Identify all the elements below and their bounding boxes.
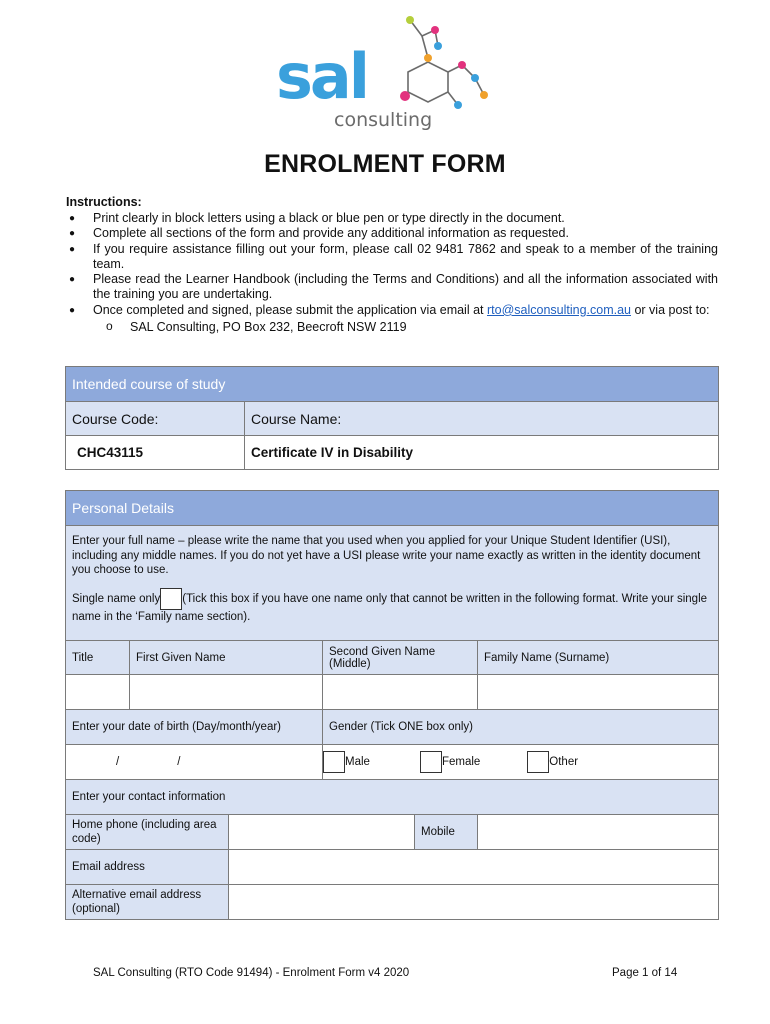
mobile-field[interactable] <box>478 815 719 850</box>
course-section-heading: Intended course of study <box>66 367 719 402</box>
gender-male-label: Male <box>345 756 370 769</box>
single-name-note: (Tick this box if you have one name only that cannot be written in the following format. Write your single name in the ‘Family name section). <box>72 592 708 623</box>
mobile-label: Mobile <box>415 815 478 850</box>
home-phone-field[interactable] <box>229 815 415 850</box>
page-title: ENROLMENT FORM <box>264 150 506 178</box>
email-label: Email address <box>66 850 229 885</box>
dob-label: Enter your date of birth (Day/month/year) <box>66 710 323 745</box>
course-name-label: Course Name: <box>245 402 719 436</box>
email-link[interactable]: rto@salconsulting.com.au <box>486 302 631 317</box>
course-code-label: Course Code: <box>66 402 245 436</box>
instruction-item: ● Complete all sections of the form and provide any additional information as requested. <box>69 226 569 241</box>
gender-label: Gender (Tick ONE box only) <box>323 710 719 745</box>
course-table <box>65 366 719 470</box>
gender-other-checkbox[interactable] <box>527 751 549 773</box>
home-phone-label: Home phone (including area code) <box>66 815 229 850</box>
sal-consulting-logo <box>270 10 500 135</box>
postal-address: o SAL Consulting, PO Box 232, Beecroft NSW 2119 <box>106 319 407 335</box>
logo-tagline-text: consulting <box>334 109 433 131</box>
name-instructions <box>66 526 719 641</box>
gender-male-checkbox[interactable] <box>323 751 345 773</box>
family-name-field[interactable] <box>478 675 719 710</box>
instruction-item: ● Print clearly in block letters using a black or blue pen or type directly in the document. <box>69 211 565 225</box>
personal-details-table <box>65 490 719 920</box>
course-name-field[interactable]: Certificate IV in Disability <box>245 436 719 470</box>
alt-email-label: Alternative email address (optional) <box>66 885 229 920</box>
instruction-item: ● Once completed and signed, please submit the application via email at rto@salconsulting.com.au or via post to: <box>69 302 710 317</box>
footer-page-number: Page 1 of 14 <box>612 967 678 979</box>
gender-female-label: Female <box>441 756 481 769</box>
col-first-name: First Given Name <box>130 641 323 675</box>
email-field[interactable] <box>229 850 719 885</box>
course-code-field[interactable]: CHC43115 <box>66 436 245 470</box>
single-name-checkbox[interactable] <box>160 588 182 610</box>
dob-field[interactable] <box>66 745 323 780</box>
personal-section-heading: Personal Details <box>66 491 719 526</box>
col-family-name: Family Name (Surname) <box>478 641 719 675</box>
second-name-field[interactable] <box>323 675 478 710</box>
gender-other-label: Other <box>549 756 579 769</box>
contact-label: Enter your contact information <box>66 780 719 815</box>
gender-female-checkbox[interactable] <box>420 751 442 773</box>
footer-left: SAL Consulting (RTO Code 91494) - Enrolment Form v4 2020 <box>93 967 410 979</box>
gender-options <box>323 745 719 780</box>
name-instructions-text: Enter your full name – please write the name that you used when you applied for your Unique Student Identifier (USI), including any middle names. If you do not yet have a USI please write your name exactly as written in the identity document you choose to use. <box>72 535 701 576</box>
instruction-item: ● Please read the Learner Handbook (including the Terms and Conditions) and all the information associated with the training you are undertaking. <box>69 272 718 302</box>
col-title: Title <box>66 641 130 675</box>
logo-brand-text: sal <box>276 40 367 113</box>
first-name-field[interactable] <box>130 675 323 710</box>
title-field[interactable] <box>66 675 130 710</box>
single-name-label: Single name only <box>72 592 161 605</box>
alt-email-field[interactable] <box>229 885 719 920</box>
dob-separator: / <box>177 756 181 768</box>
instructions-heading: Instructions: <box>66 195 142 209</box>
col-second-name: Second Given Name (Middle) <box>323 641 478 675</box>
instruction-item: ● If you require assistance filling out your form, please call 02 9481 7862 and speak to a member of the training team. <box>69 241 718 271</box>
instructions-list <box>66 211 718 335</box>
dob-separator: / <box>116 756 120 768</box>
